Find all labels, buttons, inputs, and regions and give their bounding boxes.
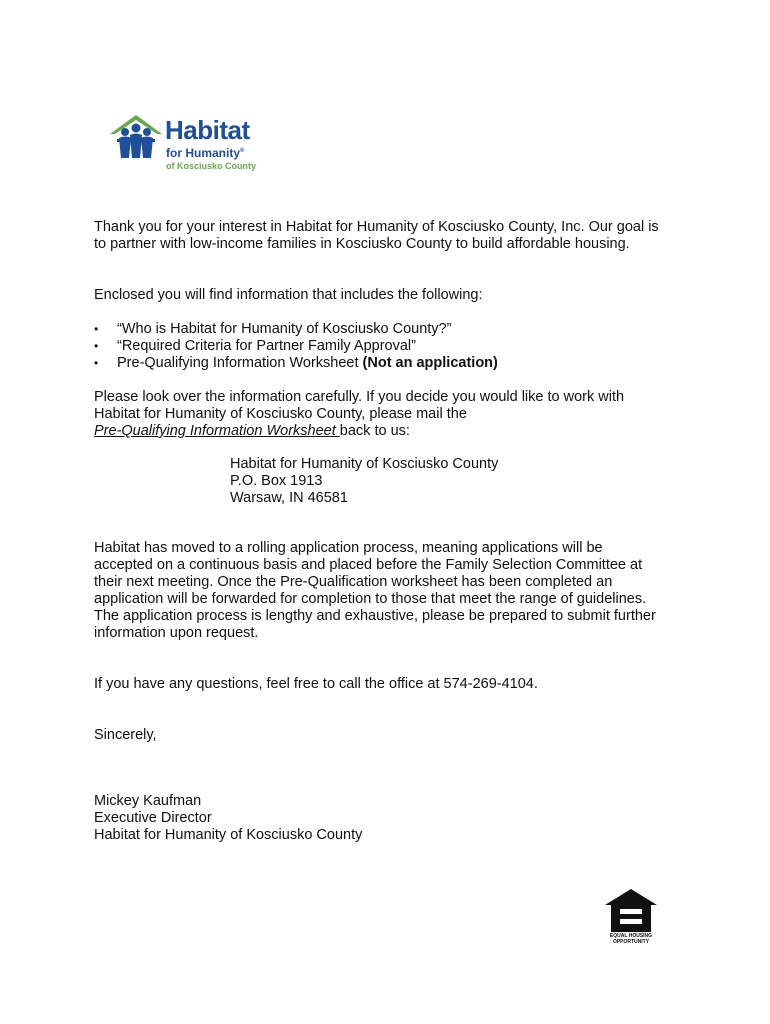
- rolling-application-paragraph: Habitat has moved to a rolling application process, meaning applications will be accepted on a continuous basis and placed before the Family Selection Committee at their next meeting. Once the Pre-Qualification worksheet has been completed an application will be forwarded for completion to those that meet the range of guidelines. The application process is lengthy and exhaustive, please be prepared to submit further information upon request.: [94, 540, 656, 641]
- signature-block: [94, 793, 362, 844]
- not-application-note: (Not an application): [362, 355, 498, 371]
- enclosed-paragraph: Enclosed you will find information that includes the following:: [94, 287, 483, 303]
- mailing-address: [230, 456, 498, 507]
- enclosed-list: [94, 321, 498, 372]
- intro-paragraph: Thank you for your interest in Habitat for Humanity of Kosciusko County, Inc. Our goal is to partner with low-income families in Kosciusko County to build affordable housing.: [94, 219, 659, 252]
- worksheet-reference: Pre-Qualifying Information Worksheet: [94, 423, 340, 439]
- habitat-logo: Habitat for Humanity® of Kosciusko County: [108, 112, 258, 174]
- closing: Sincerely,: [94, 727, 157, 743]
- look-over-paragraph: [94, 389, 664, 440]
- eho-caption-line: OPPORTUNITY: [612, 939, 650, 945]
- look-over-text: Please look over the information carefully. If you decide you would like to work with Habitat for Humanity of Kosciusko County, please mail the: [94, 389, 625, 422]
- logo-wordmark: Habitat: [165, 115, 250, 145]
- address-line: P.O. Box 1913: [230, 473, 323, 489]
- list-item: • “Who is Habitat for Humanity of Kosciusko County?”: [94, 321, 498, 338]
- list-item: • “Required Criteria for Partner Family Approval”: [94, 338, 498, 355]
- eho-caption-line: EQUAL HOUSING: [609, 933, 653, 939]
- equal-housing-opportunity-icon: [603, 888, 659, 934]
- logo-county: of Kosciusko County: [166, 161, 257, 171]
- address-line: Warsaw, IN 46581: [230, 490, 348, 506]
- questions-paragraph: If you have any questions, feel free to call the office at 574-269-4104.: [94, 676, 538, 692]
- address-line: Habitat for Humanity of Kosciusko County: [230, 456, 499, 472]
- signer-organization: Habitat for Humanity of Kosciusko County: [94, 827, 363, 843]
- look-over-end: back to us:: [339, 423, 410, 439]
- list-item-text: Pre-Qualifying Information Worksheet: [117, 355, 363, 371]
- habitat-house-people-icon: [108, 112, 164, 160]
- signer-name: Mickey Kaufman: [94, 793, 202, 809]
- list-item: [94, 355, 498, 372]
- equal-housing-opportunity-logo: [603, 888, 659, 946]
- logo-subtitle: for Humanity: [166, 146, 241, 160]
- signer-title: Executive Director: [94, 810, 212, 826]
